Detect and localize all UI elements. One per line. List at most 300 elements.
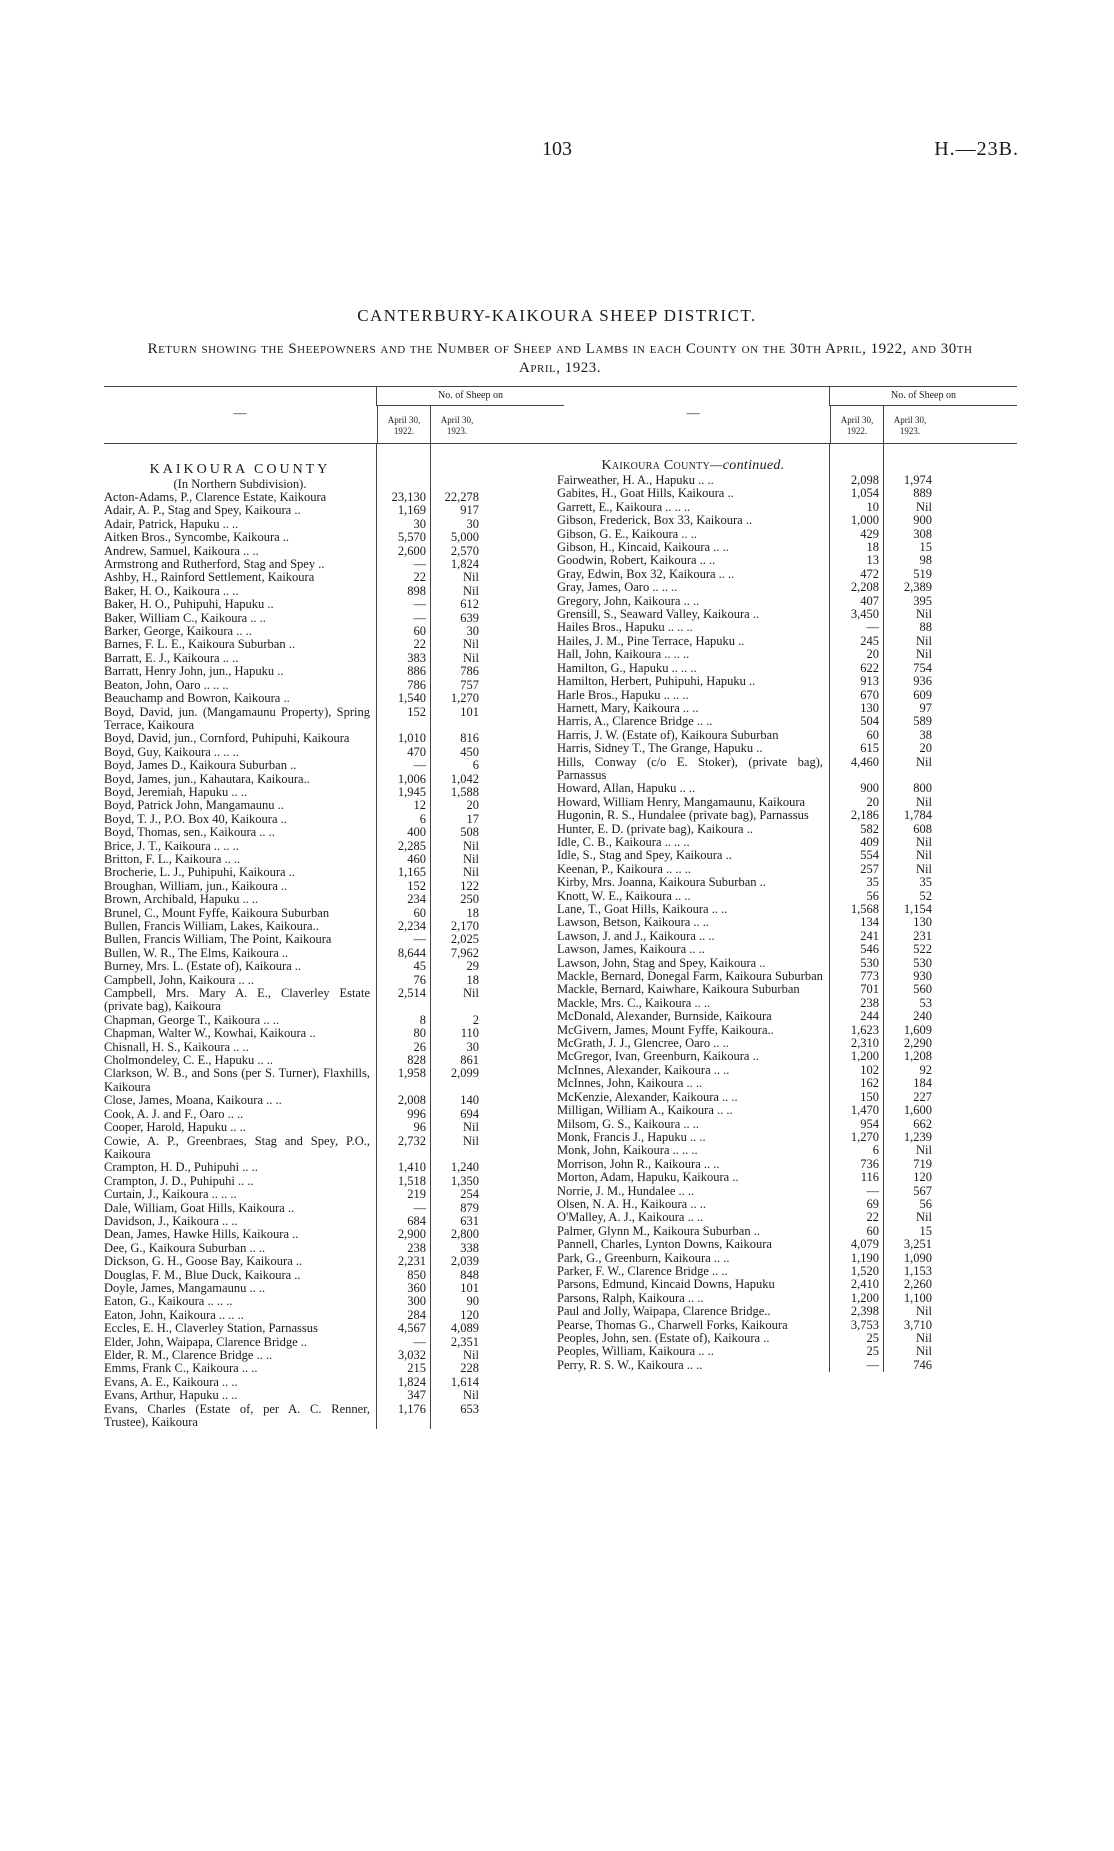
sheep-1922: 1,470 [850,1103,879,1118]
owner-name: Barratt, E. J., Kaikoura .. .. [104,650,239,665]
table-row [557,1225,1017,1238]
sheep-1922: 25 [866,1331,879,1345]
sheep-1922: 152 [407,878,426,893]
sheep-1923: Nil [916,1143,932,1158]
sheep-1923: 1,600 [903,1103,932,1118]
sheep-1922: 300 [407,1294,426,1309]
sheep-1923: 4,089 [450,1321,479,1336]
owner-name: Baker, H. O., Kaikoura .. .. [104,583,239,598]
owner-name: Hamilton, G., Hapuku .. .. .. [557,660,697,675]
sheep-1923: Nil [916,861,932,876]
sheep-1922: 3,032 [397,1348,426,1362]
sheep-1923: 90 [466,1294,479,1309]
owner-name: Peoples, John, sen. (Estate of), Kaikoura .. [557,1331,770,1345]
sheep-1922: 383 [407,650,426,665]
table-row [557,1238,1017,1251]
owner-name: Morton, Adam, Hapuku, Kaikoura .. [557,1170,739,1185]
table-row [557,1158,1017,1171]
sheep-1923: Nil [463,650,479,665]
table-row [557,930,1017,943]
owner-name: Lawson, J. and J., Kaikoura .. .. [557,928,715,943]
owner-name: Acton-Adams, P., Clarence Estate, Kaikoura [104,490,327,504]
table-row [104,880,564,893]
owner-name: Boyd, Thomas, sen., Kaikoura .. .. [104,825,275,840]
table-row [557,528,1017,541]
sheep-1923: Nil [916,1210,932,1225]
sheep-1922: 2,732 [397,1133,426,1148]
sheep-1923: 560 [913,982,932,997]
sheep-1922: 215 [407,1361,426,1376]
table-row [104,1269,564,1282]
sheep-1922: 26 [413,1039,426,1054]
table-row [104,1282,564,1295]
sheep-1923: Nil [463,1388,479,1403]
sheep-1923: 184 [913,1076,932,1091]
owner-name: Howard, William Henry, Mangamaunu, Kaikoura [557,794,806,809]
table-row [104,1067,564,1094]
owner-name: Gray, James, Oaro .. .. .. [557,580,678,595]
table-row [104,518,564,531]
table-row [557,662,1017,675]
sheep-1923: 5,000 [450,530,479,545]
owner-name: Crampton, J. D., Puhipuhi .. .. [104,1173,254,1188]
table-row [557,581,1017,594]
table-row [104,1054,564,1067]
owner-name: Davidson, J., Kaikoura .. .. [104,1213,238,1228]
owner-name: Chapman, George T., Kaikoura .. .. [104,1012,279,1027]
sheep-1923: 2 [472,1012,479,1027]
table-row [557,474,1017,487]
sheep-1923: 35 [919,875,932,890]
sheep-1923: 395 [913,593,932,608]
table-row [104,665,564,678]
owner-name: Parker, F. W., Clarence Bridge .. .. [557,1263,728,1278]
owner-name: Douglas, F. M., Blue Duck, Kaikoura .. [104,1267,301,1282]
owner-name: Milsom, G. S., Kaikoura .. .. [557,1116,700,1131]
table-row [104,1242,564,1255]
sheep-1923: 2,099 [450,1066,479,1081]
sheep-1922: 2,098 [850,473,879,487]
sheep-1922: 615 [860,741,879,756]
sheep-1923: 754 [913,660,932,675]
table-row [557,1278,1017,1291]
owner-name: Dickson, G. H., Goose Bay, Kaikoura .. [104,1254,303,1269]
table-row [557,836,1017,849]
owner-name: Harris, A., Clarence Bridge .. .. [557,714,713,729]
table-row [557,782,1017,795]
owner-name: Lawson, James, Kaikoura .. .. [557,942,705,957]
owner-name: McGivern, James, Mount Fyffe, Kaikoura.. [557,1022,774,1037]
owner-name: McInnes, Alexander, Kaikoura .. .. [557,1062,730,1077]
sheep-1922: — [866,1183,879,1198]
table-row [557,957,1017,970]
sheep-1923: 848 [460,1267,479,1282]
sheep-1923: 1,090 [903,1250,932,1265]
sheep-1922: 1,054 [850,486,879,501]
sheep-1923: 7,962 [450,945,479,960]
sheep-1923: 1,588 [450,784,479,799]
sheep-1922: 80 [413,1026,426,1041]
sheep-1923: 800 [913,781,932,796]
table-row [104,545,564,558]
sheep-1922: 4,079 [850,1237,879,1252]
sheep-1922: 23,130 [391,490,426,504]
sheep-1923: 612 [460,597,479,612]
sheep-1923: 3,710 [903,1317,932,1332]
owner-name: Harris, Sidney T., The Grange, Hapuku .. [557,741,763,756]
sheep-1922: 2,285 [397,838,426,853]
table-row [557,1091,1017,1104]
table-row [557,863,1017,876]
continued-label: —continued. [710,458,785,473]
sheep-1922: 10 [866,499,879,514]
table-row [104,1041,564,1054]
sheep-1922: 134 [860,915,879,930]
table-row [557,1118,1017,1131]
document-code: H.—23B. [934,138,1019,160]
table-row [557,1265,1017,1278]
owner-name: Brunel, C., Mount Fyffe, Kaikoura Suburban [104,905,330,920]
sheep-1922: 238 [407,1240,426,1255]
sheep-1923: 20 [919,741,932,756]
sheep-1922: — [413,597,426,612]
table-row [104,598,564,611]
sheep-1923: 97 [919,700,932,715]
sheep-1922: 2,008 [397,1093,426,1108]
table-row [557,608,1017,621]
return-title: Return showing the Sheepowners and the Number of Sheep and Lambs in each County on the 30th April, 1922, and 30th April, 1923. [147,341,973,376]
sheep-1923: 98 [919,553,932,568]
owner-name: Adair, Patrick, Hapuku .. .. [104,516,239,531]
owner-name: Gibson, H., Kincaid, Kaikoura .. .. [557,540,729,555]
owner-name: Barratt, Henry John, jun., Hapuku .. [104,664,284,679]
owner-name: Beauchamp and Bowron, Kaikoura .. [104,691,290,706]
table-row [104,1362,564,1375]
owner-name: Evans, Charles (Estate of, per A. C. Renner, Trustee), Kaikoura [104,1401,370,1430]
sheep-1923: 2,170 [450,919,479,933]
table-row [104,1175,564,1188]
table-row [104,813,564,826]
owner-name: Palmer, Glynn M., Kaikoura Suburban .. [557,1223,760,1238]
sheep-1922: 2,234 [397,919,426,933]
sheep-1922: 2,310 [850,1036,879,1051]
owner-name: Paul and Jolly, Waipapa, Clarence Bridge.. [557,1304,771,1319]
sheep-1922: 460 [407,851,426,866]
sheep-1923: 2,025 [450,932,479,947]
table-body [557,444,1017,1372]
owner-name: McGrath, J. J., Glencree, Oaro .. .. [557,1036,729,1051]
sheep-1923: 1,153 [903,1263,932,1278]
table-row [557,1332,1017,1345]
table-row [557,1211,1017,1224]
sheep-1922: 1,165 [397,865,426,880]
subdivision-heading: (In Northern Subdivision). [173,477,307,491]
sheep-1923: 15 [919,540,932,555]
sheep-1923: 15 [919,1223,932,1238]
sheep-1922: — [413,610,426,625]
owner-name: McGregor, Ivan, Greenburn, Kaikoura .. [557,1049,759,1064]
sheep-1923: 508 [460,825,479,840]
owner-name: Fairweather, H. A., Hapuku .. .. [557,473,714,487]
sheep-1922: 1,200 [850,1049,879,1064]
sheep-1922: 20 [866,647,879,662]
sheep-1923: 254 [460,1187,479,1202]
sheep-1922: 8 [419,1012,426,1027]
table-row [104,1295,564,1308]
sheep-1923: 1,100 [903,1290,932,1305]
sheep-1922: 8,644 [397,945,426,960]
sheep-1923: 38 [919,727,932,742]
sheep-1922: 1,520 [850,1263,879,1278]
table-row [104,799,564,812]
sheep-1922: 850 [407,1267,426,1282]
sheep-1922: 150 [860,1089,879,1104]
owner-name: Bullen, Francis William, The Point, Kaikoura [104,932,332,947]
owner-name: Idle, S., Stag and Spey, Kaikoura .. [557,848,732,863]
sheep-1923: 522 [913,942,932,957]
table-row [557,715,1017,728]
owner-name: Boyd, David, jun., Cornford, Puhipuhi, Kaikoura [104,731,350,746]
owner-name: Harris, J. W. (Estate of), Kaikoura Suburban [557,727,779,742]
owner-name: Morrison, John R., Kaikoura .. .. [557,1156,720,1171]
sheep-1923: 6 [472,758,479,773]
table-row [104,732,564,745]
sheep-1922: 96 [413,1120,426,1135]
sheep-1923: 608 [913,821,932,836]
header-dash: — [686,405,700,420]
table-body [104,444,564,1429]
owner-name: Bullen, W. R., The Elms, Kaikoura .. [104,945,289,960]
sheep-1923: Nil [463,570,479,585]
sheep-1922: 3,753 [850,1317,879,1332]
table-row [104,558,564,571]
sheep-1922: 2,186 [850,808,879,823]
sheep-1922: 1,540 [397,691,426,706]
sheep-1923: 1,609 [903,1022,932,1037]
owner-name: Idle, C. B., Kaikoura .. .. .. [557,834,690,849]
sheep-1923: Nil [916,794,932,809]
sheep-1923: 1,350 [450,1173,479,1188]
table-row [557,1171,1017,1184]
table-row [104,1135,564,1162]
sheep-1922: 238 [860,995,879,1010]
sheep-1923: 88 [919,620,932,635]
owner-name: Dale, William, Goat Hills, Kaikoura .. [104,1200,295,1215]
county-name: Kaikoura County [601,458,711,473]
sheep-1923: 1,824 [450,557,479,572]
sheep-1923: 631 [460,1213,479,1228]
sheep-1922: 1,958 [397,1066,426,1081]
district-title: CANTERBURY-KAIKOURA SHEEP DISTRICT. [357,306,757,325]
sheep-1922: 400 [407,825,426,840]
sheep-1923: 786 [460,664,479,679]
table-row [557,1037,1017,1050]
sheep-1922: 3,450 [850,607,879,622]
table-row [557,635,1017,648]
sheep-1923: Nil [916,499,932,514]
owner-name: McDonald, Alexander, Burnside, Kaikoura [557,1009,772,1024]
owner-name: Gabites, H., Goat Hills, Kaikoura .. [557,486,734,501]
owner-name: Barnes, F. L. E., Kaikoura Suburban .. [104,637,295,652]
table-row [104,1161,564,1174]
sheep-1922: 1,270 [850,1129,879,1144]
sheep-1923: Nil [916,1344,932,1359]
sheep-1922: 554 [860,848,879,863]
table-row [557,823,1017,836]
table-row [557,1050,1017,1063]
sheep-1923: 1,240 [450,1160,479,1175]
table-row [557,1359,1017,1372]
sheep-1923: 20 [466,798,479,813]
table-row [557,997,1017,1010]
sheep-1923: 338 [460,1240,479,1255]
sheep-1922: 22 [413,570,426,585]
sheep-1923: Nil [916,1304,932,1319]
owner-name: Hugonin, R. S., Hundalee (private bag), Parnassus [557,808,809,823]
owner-name: Harnett, Mary, Kaikoura .. .. [557,700,699,715]
sheep-1922: 530 [860,955,879,970]
sheep-1922: 773 [860,969,879,984]
sheep-1923: 519 [913,566,932,581]
owner-name: Keenan, P., Kaikoura .. .. .. [557,861,691,876]
owner-name: Boyd, Guy, Kaikoura .. .. .. [104,744,239,759]
sheep-1922: 102 [860,1062,879,1077]
sheep-1922: 472 [860,566,879,581]
table-row [104,974,564,987]
header-year-1922: April 30, 1922. [830,406,883,443]
sheep-1923: 719 [913,1156,932,1171]
table-row [104,692,564,705]
sheep-1922: 2,900 [397,1227,426,1242]
sheep-1923: 653 [460,1401,479,1416]
owner-name: Harle Bros., Hapuku .. .. .. [557,687,689,702]
sheep-1923: 22,278 [444,490,479,504]
sheep-1923: 2,290 [903,1036,932,1051]
owner-name: Boyd, Patrick John, Mangamaunu .. [104,798,284,813]
table-row [557,554,1017,567]
table-row [557,1144,1017,1157]
sheep-1922: 622 [860,660,879,675]
sheep-1923: 936 [913,674,932,689]
table-row [557,796,1017,809]
sheep-1922: 245 [860,633,879,648]
table-row [557,1185,1017,1198]
table-row [104,840,564,853]
sheep-1922: 45 [413,959,426,974]
sheep-1923: 900 [913,513,932,528]
table-header [557,387,1017,444]
sheep-1922: 76 [413,972,426,987]
sheep-1923: 2,039 [450,1254,479,1269]
table-row [557,1252,1017,1265]
sheep-1922: 1,945 [397,784,426,799]
sheep-1922: 1,000 [850,513,879,528]
table-row [557,1131,1017,1144]
sheep-1923: 30 [466,624,479,639]
sheep-1923: Nil [463,1348,479,1362]
table-row [557,621,1017,634]
sheep-1923: Nil [916,633,932,648]
table-row [557,689,1017,702]
sheep-1923: 694 [460,1106,479,1121]
sheep-1922: 786 [407,677,426,692]
sheep-1922: 12 [413,798,426,813]
owner-name: Bullen, Francis William, Lakes, Kaikoura.. [104,919,319,933]
sheep-1922: 60 [866,727,879,742]
sheep-1922: 701 [860,982,879,997]
sheep-1923: 662 [913,1116,932,1131]
owner-name: Garrett, E., Kaikoura .. .. .. [557,499,691,514]
owner-name: Mackle, Bernard, Kaiwhare, Kaikoura Suburban [557,982,800,997]
sheep-1923: Nil [463,838,479,853]
sheep-1922: 900 [860,781,879,796]
sheep-1923: 1,154 [903,902,932,916]
sheep-1923: Nil [463,865,479,880]
owner-name: Britton, F. L., Kaikoura .. .. [104,851,241,866]
owner-name: Howard, Allan, Hapuku .. .. [557,781,696,796]
table-row [104,1255,564,1268]
header-year-1922: April 30, 1922. [377,406,430,443]
owner-name: Milligan, William A., Kaikoura .. .. [557,1103,733,1118]
sheep-1922: — [866,620,879,635]
owner-name: Monk, Francis J., Hapuku .. .. [557,1129,706,1144]
sheep-1923: 18 [466,972,479,987]
table-row [104,759,564,772]
table-row [104,571,564,584]
table-row [104,1027,564,1040]
sheep-1923: 120 [460,1307,479,1322]
owner-name: Evans, A. E., Kaikoura .. .. [104,1374,238,1389]
sheep-1923: Nil [463,986,479,1001]
owner-name: Beaton, John, Oaro .. .. .. [104,677,229,692]
table-row [104,612,564,625]
table-row [104,1121,564,1134]
sheep-1922: 886 [407,664,426,679]
sheep-1922: 2,600 [397,543,426,558]
owner-name: Campbell, Mrs. Mary A. E., Claverley Estate (private bag), Kaikoura [104,986,370,1014]
table-row [104,866,564,879]
owner-name: Eaton, G., Kaikoura .. .. .. [104,1294,233,1309]
sheep-1922: 736 [860,1156,879,1171]
owner-name: Broughan, William, jun., Kaikoura .. [104,878,288,893]
owner-name: Close, James, Moana, Kaikoura .. .. [104,1093,282,1108]
table-row [104,826,564,839]
sheep-1922: 546 [860,942,879,957]
table-row [557,1345,1017,1358]
sheep-1922: 409 [860,834,879,849]
owner-name: Dee, G., Kaikoura Suburban .. .. [104,1240,266,1255]
sheep-1922: 6 [872,1143,879,1158]
sheep-1923: 1,974 [903,473,932,487]
owner-name: Boyd, James, jun., Kahautara, Kaikoura.. [104,771,310,786]
owner-name: Grensill, S., Seaward Valley, Kaikoura .. [557,607,760,622]
table-row [104,1322,564,1335]
owner-name: Monk, John, Kaikoura .. .. .. [557,1143,698,1158]
sheep-1922: — [413,932,426,947]
table-row [557,514,1017,527]
sheep-1922: 5,570 [397,530,426,545]
sheep-1922: 56 [866,888,879,903]
owner-name: Aitken Bros., Syncombe, Kaikoura .. [104,530,290,545]
table-row [104,746,564,759]
table-row [557,1198,1017,1211]
sheep-1922: — [866,1357,879,1372]
table-row [104,1228,564,1241]
table-row [557,1319,1017,1332]
sheep-1922: 241 [860,928,879,943]
owner-name: Boyd, David, jun. (Mangamaunu Property), Spring Terrace, Kaikoura [104,704,370,732]
owner-name: Boyd, James D., Kaikoura Suburban .. [104,758,297,773]
